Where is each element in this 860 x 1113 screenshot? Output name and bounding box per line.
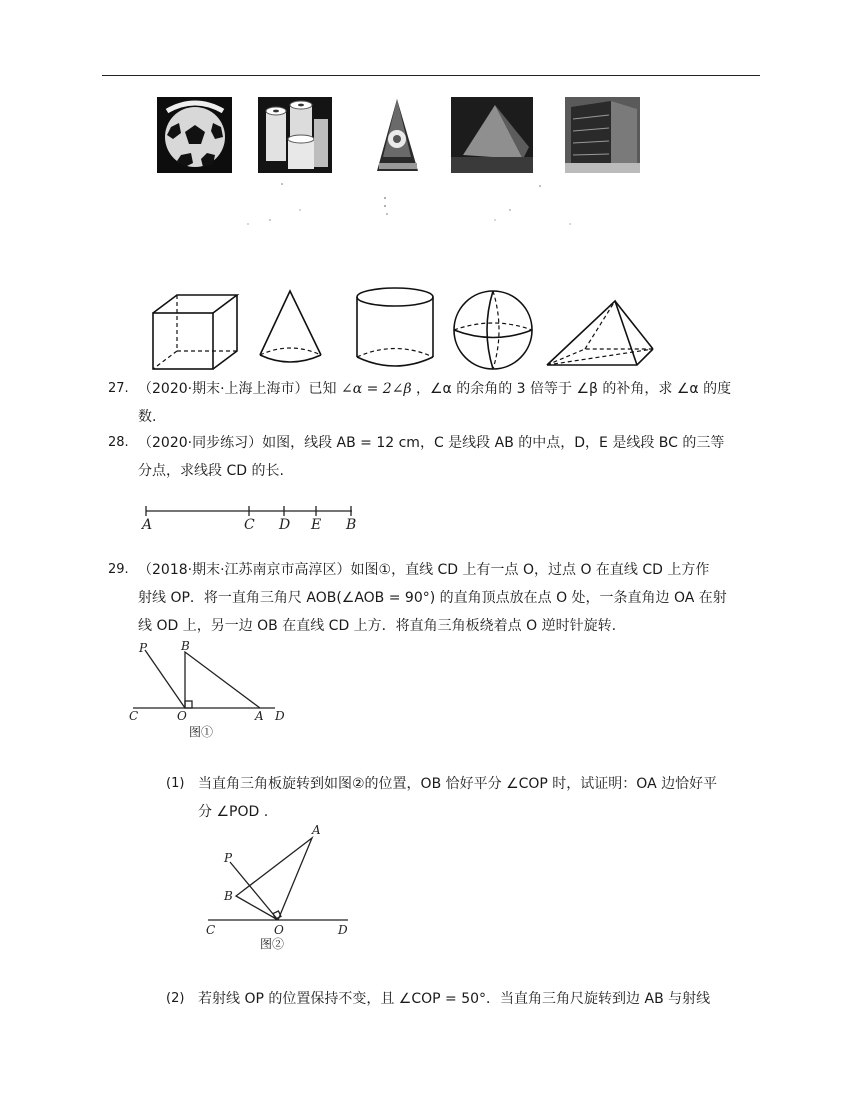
scan-specks bbox=[240, 180, 580, 230]
sphere-solid bbox=[454, 291, 532, 369]
subquestion-1-line1: 当直角三角板旋转到如图②的位置，OB 恰好平分 ∠COP 时，试证明：OA 边恰好平 bbox=[198, 776, 718, 792]
fig2-label-C: C bbox=[206, 923, 216, 937]
question-28-number: 28. bbox=[108, 435, 129, 450]
header-rule bbox=[102, 75, 760, 76]
figure-2 bbox=[200, 824, 360, 952]
figure-1 bbox=[125, 640, 290, 740]
point-E-label: E bbox=[311, 517, 322, 532]
fig1-label-A: A bbox=[255, 709, 264, 723]
fig2-label-D: D bbox=[338, 923, 348, 937]
paper-rolls-photo bbox=[258, 97, 332, 173]
fig2-label-B: B bbox=[224, 889, 233, 903]
question-29-number: 29. bbox=[108, 562, 129, 577]
fig1-label-P: P bbox=[139, 641, 148, 655]
fig2-label-P: P bbox=[224, 851, 233, 865]
subquestion-2-number: (2) bbox=[166, 991, 185, 1006]
fig1-label-O: O bbox=[177, 709, 187, 723]
building-photo bbox=[565, 97, 640, 173]
cube-solid bbox=[153, 295, 237, 369]
cylinder-solid bbox=[357, 288, 433, 366]
question-29-line1: （2018·期末·江苏南京市高淳区）如图①，直线 CD 上有一点 O，过点 O 在直线 CD 上方作 bbox=[138, 562, 710, 578]
point-D-label: D bbox=[279, 517, 291, 532]
subquestion-1-number: (1) bbox=[166, 776, 185, 791]
question-27-line2: 数. bbox=[138, 409, 157, 425]
point-C-label: C bbox=[244, 517, 255, 532]
question-27-line1: （2020·期末·上海上海市）已知 ∠α = 2∠β ，∠α 的余角的 3 倍等于 ∠β 的补角，求 ∠α 的度 bbox=[138, 381, 732, 397]
cone-solid bbox=[260, 291, 321, 362]
pyramid-photo bbox=[451, 97, 533, 173]
question-28-line2: 分点，求线段 CD 的长. bbox=[138, 463, 284, 479]
subquestion-2-line1: 若射线 OP 的位置保持不变，且 ∠COP = 50°．当直角三角尺旋转到边 AB 与射线 bbox=[198, 991, 711, 1007]
question-28-line1: （2020·同步练习）如图，线段 AB = 12 cm，C 是线段 AB 的中点，D，E 是线段 BC 的三等 bbox=[138, 435, 725, 451]
question-29-line3: 线 OD 上，另一边 OB 在直线 CD 上方．将直角三角板绕着点 O 逆时针旋转. bbox=[138, 618, 617, 634]
segment-figure bbox=[138, 496, 368, 532]
party-hat-photo bbox=[375, 97, 420, 173]
fig1-label-B: B bbox=[181, 640, 190, 653]
fig2-caption: 图② bbox=[260, 937, 285, 951]
point-A-label: A bbox=[142, 517, 153, 532]
point-B-label: B bbox=[346, 517, 357, 532]
fig1-label-D: D bbox=[275, 709, 285, 723]
soccer-ball-photo bbox=[157, 97, 232, 173]
question-29-line2: 射线 OP．将一直角三角尺 AOB(∠AOB = 90°) 的直角顶点放在点 O 处，一条直角边 OA 在射 bbox=[138, 590, 727, 606]
subquestion-1-line2: 分 ∠POD . bbox=[198, 804, 269, 820]
fig1-label-C: C bbox=[129, 709, 139, 723]
fig2-label-A: A bbox=[312, 824, 321, 837]
fig2-label-O: O bbox=[274, 923, 284, 937]
geometric-solids-row bbox=[145, 285, 665, 375]
pyramid-solid bbox=[547, 301, 653, 365]
fig1-caption: 图① bbox=[189, 725, 214, 739]
question-27-number: 27. bbox=[108, 381, 129, 396]
